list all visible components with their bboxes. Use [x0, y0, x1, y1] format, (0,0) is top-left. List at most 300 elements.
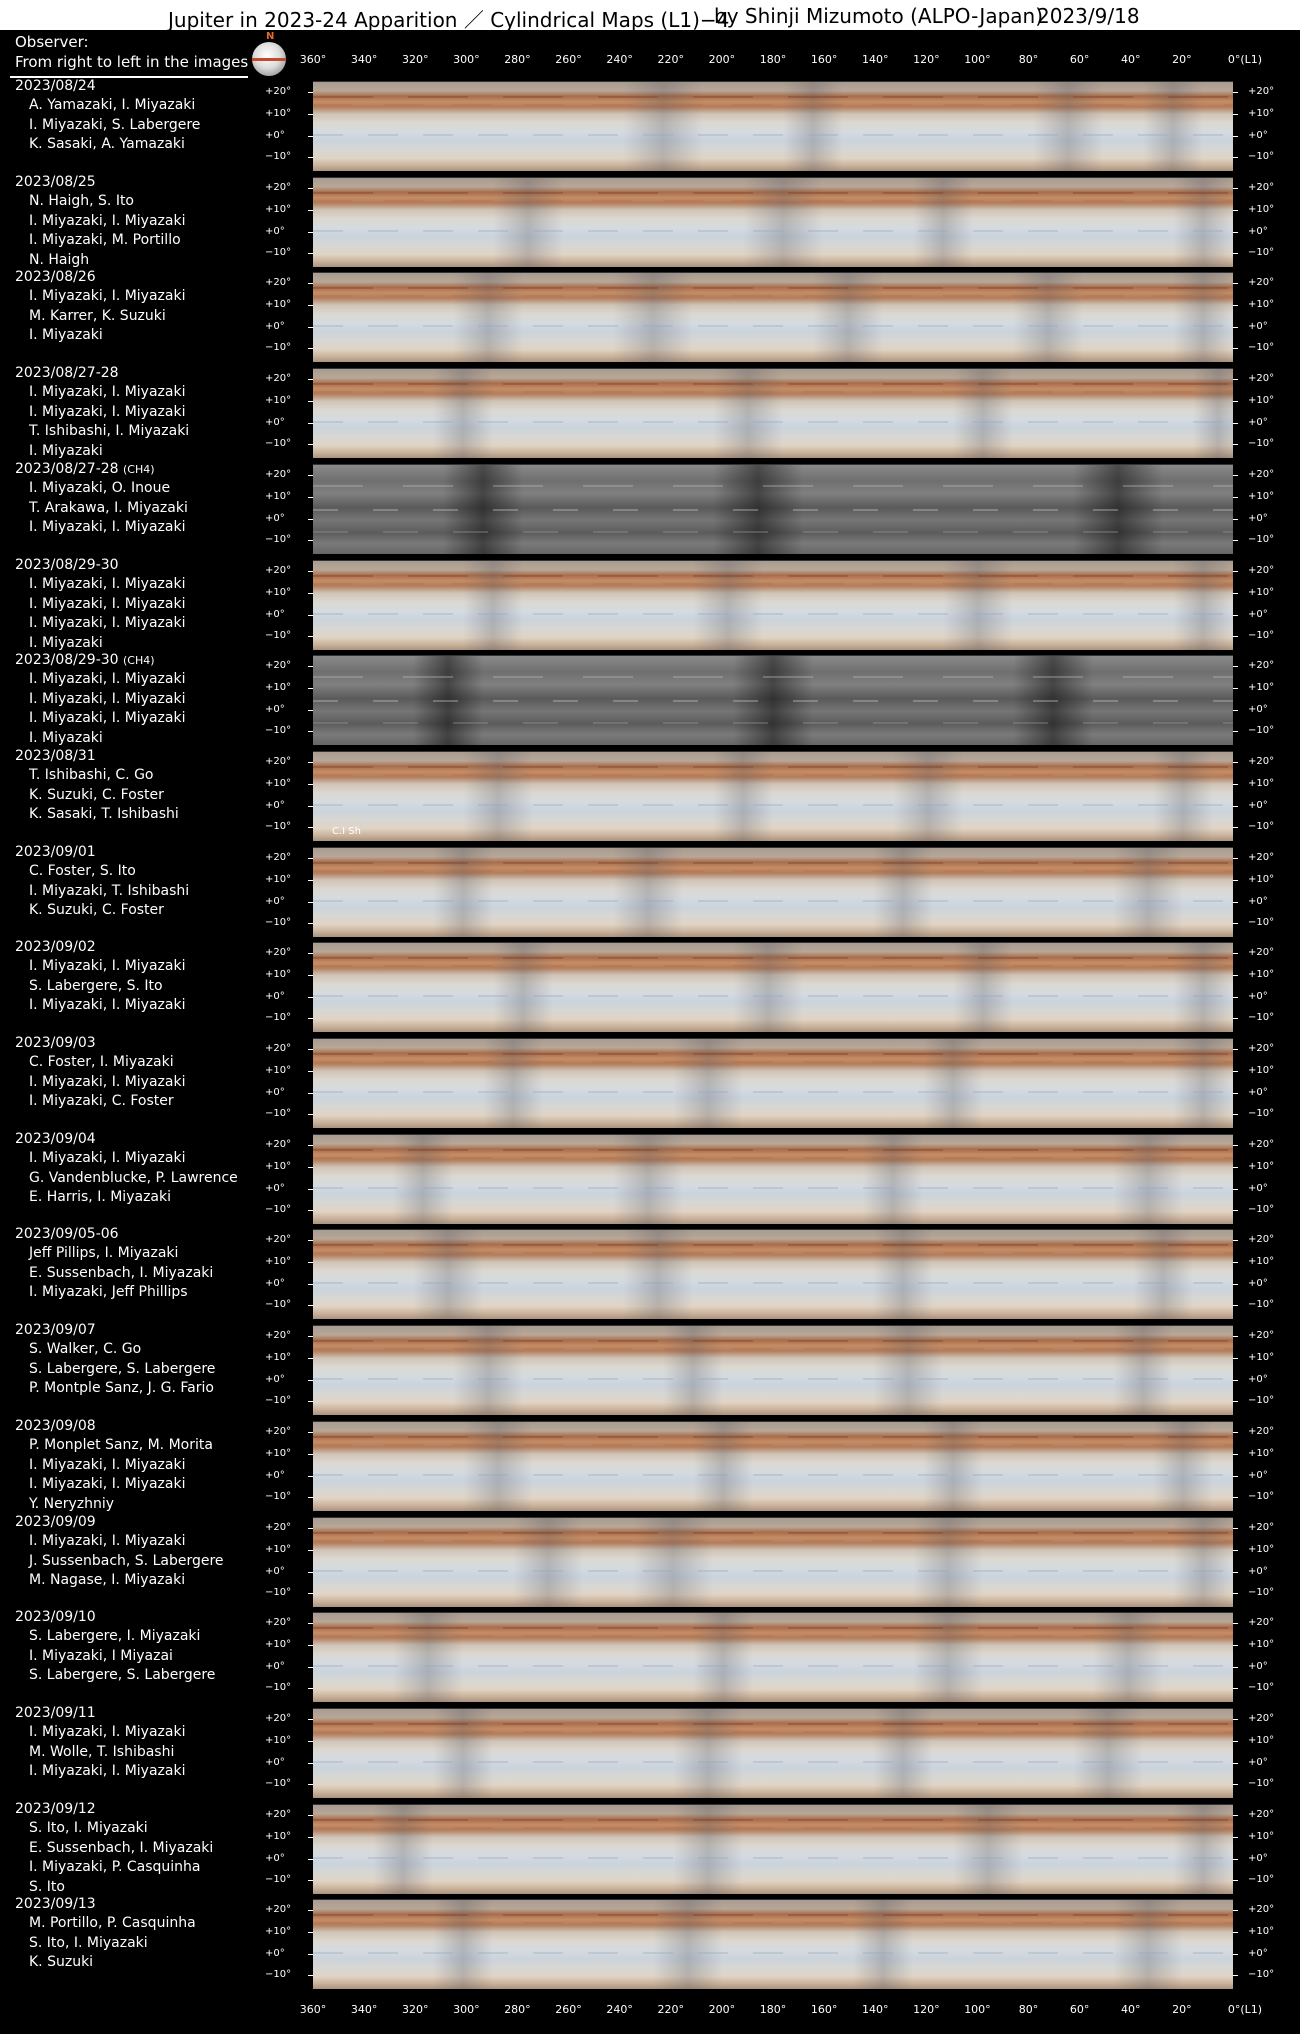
latitude-tick-label: +20° — [1248, 469, 1275, 480]
latitude-tick-label: +20° — [265, 947, 292, 958]
observer-name: S. Ito, I. Miyazaki — [29, 1820, 148, 1836]
longitude-tick-label: 200° — [708, 53, 736, 66]
observer-name: I. Miyazaki, O. Inoue — [29, 480, 171, 496]
longitude-tick-label: 60° — [1069, 53, 1090, 66]
latitude-tick-label: +10° — [1248, 395, 1275, 406]
latitude-tick-label: +0° — [1248, 1853, 1268, 1864]
latitude-tick-label: −10° — [1248, 630, 1275, 641]
observer-name: A. Yamazaki, I. Miyazaki — [29, 97, 196, 113]
observer-name: S. Labergere, S. Labergere — [29, 1360, 216, 1377]
observer-name: M. Wolle, T. Ishibashi — [29, 1743, 175, 1760]
panel-date: 2023/09/07 — [15, 1322, 96, 1338]
longitude-tick-label: 80° — [1018, 2003, 1039, 2016]
map-panel — [0, 1609, 1300, 1704]
observer-name: S. Labergere, S. Labergere — [29, 1667, 216, 1683]
map-panel — [0, 844, 1300, 939]
observer-name: S. Ito — [29, 1878, 65, 1895]
latitude-tick-label: +10° — [265, 969, 292, 980]
latitude-tick-label: +0° — [1248, 1948, 1268, 1959]
map-panel — [0, 365, 1300, 460]
cylindrical-map — [313, 1325, 1233, 1415]
longitude-tick-label: 360° — [299, 53, 327, 66]
longitude-tick-label: 220° — [657, 2003, 685, 2016]
panel-filter-tag: (CH4) — [123, 654, 155, 667]
observer-name: E. Harris, I. Miyazaki — [29, 1189, 171, 1205]
map-panel — [0, 461, 1300, 556]
cylindrical-map — [313, 1229, 1233, 1319]
latitude-tick-label: −10° — [265, 1778, 292, 1789]
latitude-tick-label: +10° — [1248, 1161, 1275, 1172]
cylindrical-map — [313, 1134, 1233, 1224]
latitude-tick-label: −10° — [265, 534, 292, 545]
latitude-tick-label: +10° — [1248, 969, 1275, 980]
longitude-tick-label: 120° — [913, 2003, 940, 2016]
observer-name: I. Miyazaki, I Miyazai — [29, 1647, 173, 1664]
panel-date: 2023/09/01 — [15, 844, 96, 860]
longitude-tick-label: 180° — [759, 53, 787, 66]
observer-name: I. Miyazaki, I. Miyazaki — [29, 710, 186, 726]
latitude-tick-label: −10° — [1248, 1491, 1275, 1502]
latitude-tick-label: +20° — [1248, 86, 1275, 97]
observer-name: I. Miyazaki, I. Miyazaki — [29, 1073, 186, 1090]
observer-name: I. Miyazaki — [29, 634, 103, 651]
latitude-tick-label: +20° — [1248, 1809, 1275, 1820]
observer-name: I. Miyazaki, I. Miyazaki — [29, 1763, 186, 1779]
observer-name: N. Haigh — [29, 251, 90, 268]
observer-name: I. Miyazaki, M. Portillo — [29, 232, 181, 248]
latitude-tick-label: −10° — [1248, 821, 1275, 832]
latitude-tick-label: +20° — [265, 277, 292, 288]
latitude-tick-label: +0° — [265, 1183, 285, 1194]
observer-name: K. Suzuki, C. Foster — [29, 902, 164, 918]
longitude-tick-label: 60° — [1069, 2003, 1090, 2016]
latitude-tick-label: +20° — [1248, 565, 1275, 576]
observer-name: I. Miyazaki, I. Miyazaki — [29, 671, 186, 687]
longitude-tick-label: 240° — [606, 53, 633, 66]
cylindrical-map — [313, 560, 1233, 650]
panel-date: 2023/09/11 — [15, 1705, 96, 1721]
observer-name: I. Miyazaki, I. Miyazaki — [29, 1150, 186, 1166]
latitude-tick-label: +0° — [265, 417, 285, 428]
observer-name: K. Sasaki, T. Ishibashi — [29, 806, 179, 822]
cylindrical-map — [313, 1517, 1233, 1607]
latitude-tick-label: +0° — [265, 321, 285, 332]
latitude-tick-label: −10° — [1248, 1778, 1275, 1789]
latitude-tick-label: +0° — [265, 1853, 285, 1864]
map-panel — [0, 174, 1300, 269]
panel-date: 2023/09/08 — [15, 1418, 96, 1434]
latitude-tick-label: +0° — [1248, 1183, 1268, 1194]
longitude-tick-label: 0°(L1) — [1227, 53, 1263, 66]
latitude-tick-label: +20° — [1248, 1426, 1275, 1437]
latitude-tick-label: −10° — [1248, 725, 1275, 736]
latitude-tick-label: +10° — [1248, 874, 1275, 885]
observer-name: I. Miyazaki, Jeff Phillips — [29, 1284, 188, 1300]
latitude-tick-label: −10° — [1248, 1969, 1275, 1980]
latitude-tick-label: +0° — [1248, 417, 1268, 428]
latitude-tick-label: −10° — [265, 630, 292, 641]
longitude-tick-label: 160° — [810, 2003, 838, 2016]
latitude-tick-label: +20° — [1248, 277, 1275, 288]
latitude-tick-label: +10° — [1248, 1639, 1275, 1650]
map-panel — [0, 1322, 1300, 1417]
latitude-tick-label: −10° — [265, 1204, 292, 1215]
observer-name: I. Miyazaki — [29, 327, 103, 343]
ch4-cylindrical-map — [313, 655, 1233, 745]
latitude-tick-label: +10° — [1248, 1065, 1275, 1076]
latitude-tick-label: +10° — [1248, 1256, 1275, 1267]
longitude-tick-label: 20° — [1172, 53, 1192, 66]
panel-date: 2023/08/26 — [15, 269, 96, 285]
ch4-cylindrical-map — [313, 464, 1233, 554]
map-panel — [0, 1896, 1300, 1991]
latitude-tick-label: +10° — [1248, 204, 1275, 215]
longitude-tick-label: 320° — [401, 53, 429, 66]
longitude-tick-label: 340° — [350, 53, 378, 66]
latitude-tick-label: −10° — [265, 1491, 292, 1502]
latitude-tick-label: +0° — [1248, 609, 1268, 620]
longitude-tick-label: 360° — [299, 2003, 327, 2016]
latitude-tick-label: +10° — [265, 491, 292, 502]
latitude-tick-label: +0° — [1248, 896, 1268, 907]
map-panel — [0, 652, 1300, 747]
latitude-tick-label: +20° — [265, 660, 292, 671]
latitude-tick-label: +0° — [1248, 1757, 1268, 1768]
latitude-tick-label: −10° — [1248, 1587, 1275, 1598]
latitude-tick-label: −10° — [1248, 1204, 1275, 1215]
latitude-tick-label: −10° — [1248, 1874, 1275, 1885]
longitude-tick-label: 20° — [1172, 2003, 1192, 2016]
longitude-tick-label: 260° — [555, 53, 582, 66]
latitude-tick-label: −10° — [265, 438, 292, 449]
longitude-tick-label: 40° — [1121, 53, 1141, 66]
observer-name: I. Miyazaki, I. Miyazaki — [29, 212, 186, 229]
latitude-tick-label: +10° — [265, 1544, 292, 1555]
latitude-tick-label: +10° — [265, 1256, 292, 1267]
latitude-tick-label: −10° — [265, 1587, 292, 1598]
latitude-tick-label: −10° — [265, 1874, 292, 1885]
latitude-tick-label: +0° — [265, 991, 285, 1002]
latitude-tick-label: +20° — [1248, 182, 1275, 193]
observer-name: C. Foster, I. Miyazaki — [29, 1054, 174, 1070]
longitude-tick-label: 40° — [1121, 2003, 1141, 2016]
north-marker: N — [266, 31, 275, 42]
header-bar — [0, 0, 1300, 30]
latitude-tick-label: +0° — [1248, 1278, 1268, 1289]
map-panel — [0, 557, 1300, 652]
observer-name: N. Haigh, S. Ito — [29, 193, 134, 209]
latitude-tick-label: +10° — [265, 299, 292, 310]
observer-name: I. Miyazaki — [29, 442, 103, 459]
latitude-tick-label: +10° — [265, 1352, 292, 1363]
latitude-tick-label: +10° — [265, 1831, 292, 1842]
observer-name: M. Nagase, I. Miyazaki — [29, 1572, 186, 1588]
latitude-tick-label: −10° — [265, 1395, 292, 1406]
observer-name: S. Labergere, S. Ito — [29, 977, 163, 994]
observer-name: E. Sussenbach, I. Miyazaki — [29, 1839, 214, 1856]
latitude-tick-label: +20° — [265, 1426, 292, 1437]
panel-date: 2023/08/29-30 (CH4) — [15, 652, 155, 668]
latitude-tick-label: +10° — [1248, 778, 1275, 789]
map-panel — [0, 78, 1300, 173]
panel-date: 2023/08/25 — [15, 174, 96, 190]
latitude-tick-label: +10° — [265, 1735, 292, 1746]
latitude-tick-label: +20° — [265, 182, 292, 193]
latitude-tick-label: −10° — [1248, 151, 1275, 162]
latitude-tick-label: −10° — [1248, 438, 1275, 449]
longitude-tick-label: 160° — [810, 53, 838, 66]
panel-date: 2023/09/02 — [15, 939, 96, 955]
latitude-tick-label: +20° — [265, 86, 292, 97]
cylindrical-map — [313, 81, 1233, 171]
observer-name: I. Miyazaki, I. Miyazaki — [29, 384, 186, 400]
latitude-tick-label: −10° — [265, 821, 292, 832]
observer-name: I. Miyazaki, I. Miyazaki — [29, 595, 186, 612]
panel-date: 2023/09/05-06 — [15, 1226, 119, 1242]
latitude-tick-label: +10° — [265, 587, 292, 598]
map-panel — [0, 1514, 1300, 1609]
map-panel — [0, 1131, 1300, 1226]
latitude-tick-label: +20° — [265, 1234, 292, 1245]
latitude-tick-label: −10° — [265, 247, 292, 258]
latitude-tick-label: +10° — [265, 395, 292, 406]
observer-name: T. Ishibashi, C. Go — [29, 767, 154, 783]
observer-name: S. Ito, I. Miyazaki — [29, 1934, 148, 1951]
observer-name: I. Miyazaki, I. Miyazaki — [29, 1724, 186, 1740]
observer-name: I. Miyazaki, I. Miyazaki — [29, 519, 186, 535]
latitude-tick-label: −10° — [265, 1299, 292, 1310]
latitude-tick-label: −10° — [1248, 1682, 1275, 1693]
latitude-tick-label: +20° — [265, 1043, 292, 1054]
panel-date: 2023/08/24 — [15, 78, 96, 94]
latitude-tick-label: +10° — [265, 1448, 292, 1459]
publish-date: 2023/9/18 — [1037, 4, 1140, 28]
panel-date: 2023/09/09 — [15, 1514, 96, 1530]
latitude-tick-label: −10° — [265, 725, 292, 736]
observer-name: I. Miyazaki, I. Miyazaki — [29, 1476, 186, 1492]
observer-name: Jeff Pillips, I. Miyazaki — [29, 1245, 179, 1261]
map-panel — [0, 1226, 1300, 1321]
observer-name: K. Sasaki, A. Yamazaki — [29, 136, 185, 152]
observer-name: I. Miyazaki, S. Labergere — [29, 116, 201, 133]
latitude-tick-label: +10° — [1248, 108, 1275, 119]
longitude-tick-label: 140° — [861, 2003, 889, 2016]
latitude-tick-label: −10° — [1248, 1012, 1275, 1023]
latitude-tick-label: +20° — [265, 756, 292, 767]
observer-name: T. Arakawa, I. Miyazaki — [29, 499, 188, 516]
cylindrical-map — [313, 368, 1233, 458]
map-panel — [0, 269, 1300, 364]
observer-name: I. Miyazaki, I. Miyazaki — [29, 958, 186, 974]
longitude-tick-label: 320° — [401, 2003, 429, 2016]
cylindrical-map — [313, 1038, 1233, 1128]
latitude-tick-label: +0° — [265, 1374, 285, 1385]
observer-name: I. Miyazaki, I. Miyazaki — [29, 1533, 186, 1549]
latitude-tick-label: +20° — [1248, 1330, 1275, 1341]
latitude-tick-label: +20° — [265, 565, 292, 576]
latitude-tick-label: +10° — [265, 1065, 292, 1076]
latitude-tick-label: +0° — [265, 704, 285, 715]
latitude-tick-label: +20° — [265, 852, 292, 863]
latitude-tick-label: +0° — [265, 800, 285, 811]
latitude-tick-label: +10° — [265, 1639, 292, 1650]
latitude-tick-label: +20° — [265, 1904, 292, 1915]
longitude-tick-label: 300° — [453, 53, 480, 66]
longitude-axis-top — [0, 53, 1300, 73]
observer-name: C. Foster, S. Ito — [29, 863, 136, 879]
panel-date: 2023/08/31 — [15, 748, 96, 764]
latitude-tick-label: +0° — [265, 896, 285, 907]
latitude-tick-label: +0° — [265, 609, 285, 620]
longitude-tick-label: 80° — [1018, 53, 1039, 66]
latitude-tick-label: +10° — [1248, 682, 1275, 693]
cylindrical-map — [313, 942, 1233, 1032]
latitude-tick-label: +0° — [265, 1757, 285, 1768]
observer-name: M. Karrer, K. Suzuki — [29, 307, 166, 324]
longitude-tick-label: 280° — [504, 2003, 531, 2016]
panel-date: 2023/08/27-28 — [15, 365, 119, 381]
latitude-tick-label: +20° — [1248, 852, 1275, 863]
panel-date: 2023/09/03 — [15, 1035, 96, 1051]
latitude-tick-label: +10° — [265, 204, 292, 215]
latitude-tick-label: +10° — [1248, 1735, 1275, 1746]
latitude-tick-label: −10° — [1248, 1395, 1275, 1406]
longitude-tick-label: 240° — [606, 2003, 633, 2016]
latitude-tick-label: +20° — [1248, 1522, 1275, 1533]
observer-name: I. Miyazaki, I. Miyazaki — [29, 576, 186, 592]
map-panel — [0, 1035, 1300, 1130]
latitude-tick-label: +20° — [1248, 1904, 1275, 1915]
longitude-tick-label: 300° — [453, 2003, 480, 2016]
latitude-tick-label: +10° — [265, 1926, 292, 1937]
cylindrical-map — [313, 847, 1233, 937]
longitude-tick-label: 140° — [861, 53, 889, 66]
latitude-tick-label: +20° — [265, 373, 292, 384]
latitude-tick-label: +0° — [1248, 513, 1268, 524]
latitude-tick-label: +0° — [1248, 800, 1268, 811]
latitude-tick-label: −10° — [1248, 917, 1275, 928]
latitude-tick-label: +10° — [1248, 299, 1275, 310]
latitude-tick-label: +10° — [265, 108, 292, 119]
longitude-tick-label: 120° — [913, 53, 940, 66]
observer-name: P. Monplet Sanz, M. Morita — [29, 1437, 213, 1453]
latitude-tick-label: +20° — [1248, 1617, 1275, 1628]
latitude-tick-label: −10° — [1248, 247, 1275, 258]
latitude-tick-label: +20° — [1248, 947, 1275, 958]
latitude-tick-label: +20° — [1248, 660, 1275, 671]
longitude-tick-label: 220° — [657, 53, 685, 66]
observer-name: M. Portillo, P. Casquinha — [29, 1915, 196, 1931]
panel-date: 2023/09/04 — [15, 1131, 96, 1147]
latitude-tick-label: +0° — [265, 130, 285, 141]
latitude-tick-label: +20° — [1248, 1713, 1275, 1724]
longitude-tick-label: 0°(L1) — [1227, 2003, 1263, 2016]
map-panel — [0, 1705, 1300, 1800]
cylindrical-map — [313, 1708, 1233, 1798]
latitude-tick-label: +10° — [1248, 587, 1275, 598]
latitude-tick-label: +0° — [1248, 1374, 1268, 1385]
panel-date: 2023/08/29-30 — [15, 557, 119, 573]
panel-date: 2023/09/10 — [15, 1609, 96, 1625]
latitude-tick-label: +0° — [265, 1278, 285, 1289]
observer-name: I. Miyazaki, I. Miyazaki — [29, 615, 186, 631]
observer-name: Y. Neryzhniy — [29, 1495, 115, 1512]
observer-note: From right to left in the images — [15, 53, 249, 71]
observer-name: T. Ishibashi, I. Miyazaki — [29, 423, 190, 439]
longitude-tick-label: 260° — [555, 2003, 582, 2016]
latitude-tick-label: +0° — [265, 1566, 285, 1577]
latitude-tick-label: +20° — [1248, 1043, 1275, 1054]
latitude-tick-label: −10° — [1248, 342, 1275, 353]
latitude-tick-label: +20° — [265, 1139, 292, 1150]
observer-name: I. Miyazaki, C. Foster — [29, 1093, 174, 1109]
latitude-tick-label: +0° — [265, 1948, 285, 1959]
panel-date: 2023/09/12 — [15, 1801, 96, 1817]
cylindrical-map — [313, 751, 1233, 841]
page-title: Jupiter in 2023-24 Apparition ／ Cylindrical Maps (L1)−4 — [168, 8, 730, 32]
latitude-tick-label: +10° — [1248, 1926, 1275, 1937]
observer-name: I. Miyazaki — [29, 729, 103, 746]
latitude-tick-label: +20° — [265, 1617, 292, 1628]
latitude-tick-label: +20° — [1248, 1139, 1275, 1150]
observer-name: J. Sussenbach, S. Labergere — [29, 1552, 224, 1569]
latitude-tick-label: −10° — [265, 917, 292, 928]
latitude-tick-label: +0° — [265, 1470, 285, 1481]
observer-name: G. Vandenblucke, P. Lawrence — [29, 1169, 238, 1186]
latitude-tick-label: −10° — [1248, 1108, 1275, 1119]
latitude-tick-label: −10° — [265, 342, 292, 353]
latitude-tick-label: +10° — [265, 1161, 292, 1172]
latitude-tick-label: +20° — [265, 1809, 292, 1820]
latitude-tick-label: +0° — [1248, 226, 1268, 237]
latitude-tick-label: +10° — [265, 778, 292, 789]
observer-name: E. Sussenbach, I. Miyazaki — [29, 1264, 214, 1281]
cylindrical-map — [313, 1804, 1233, 1894]
latitude-tick-label: +20° — [1248, 373, 1275, 384]
latitude-tick-label: +0° — [265, 1661, 285, 1672]
observer-name: I. Miyazaki, I. Miyazaki — [29, 997, 186, 1013]
latitude-tick-label: +0° — [1248, 991, 1268, 1002]
latitude-tick-label: +10° — [1248, 1352, 1275, 1363]
latitude-tick-label: +0° — [1248, 1470, 1268, 1481]
latitude-tick-label: +0° — [265, 513, 285, 524]
latitude-tick-label: −10° — [265, 1108, 292, 1119]
latitude-tick-label: +10° — [265, 874, 292, 885]
longitude-tick-label: 200° — [708, 2003, 736, 2016]
cylindrical-map — [313, 1612, 1233, 1702]
latitude-tick-label: +10° — [1248, 1831, 1275, 1842]
observer-label: Observer: — [15, 33, 89, 51]
latitude-tick-label: +20° — [1248, 756, 1275, 767]
author-credit: by Shinji Mizumoto (ALPO-Japan) — [714, 4, 1044, 28]
observer-name: I. Miyazaki, I. Miyazaki — [29, 288, 186, 304]
latitude-tick-label: +0° — [1248, 1566, 1268, 1577]
latitude-tick-label: +20° — [265, 469, 292, 480]
observer-name: I. Miyazaki, I. Miyazaki — [29, 403, 186, 420]
latitude-tick-label: −10° — [265, 1969, 292, 1980]
latitude-tick-label: −10° — [1248, 534, 1275, 545]
latitude-tick-label: +20° — [1248, 1234, 1275, 1245]
latitude-tick-label: +0° — [1248, 321, 1268, 332]
panel-filter-tag: (CH4) — [123, 463, 155, 476]
cylindrical-map — [313, 1899, 1233, 1989]
observer-name: S. Walker, C. Go — [29, 1341, 142, 1357]
observer-name: I. Miyazaki, I. Miyazaki — [29, 1456, 186, 1473]
cylindrical-map — [313, 272, 1233, 362]
latitude-tick-label: +0° — [1248, 130, 1268, 141]
map-annotation: C.I Sh — [332, 826, 361, 837]
latitude-tick-label: +20° — [265, 1522, 292, 1533]
